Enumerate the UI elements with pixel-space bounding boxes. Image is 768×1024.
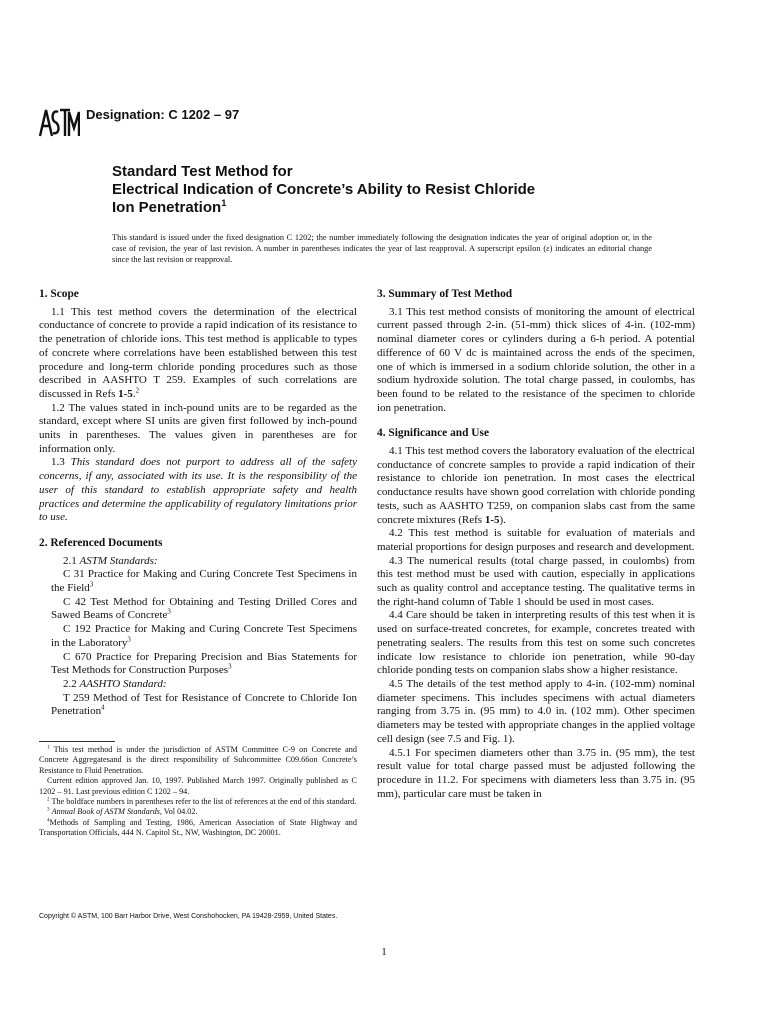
footnote-2: $^2$ The boldface numbers in parentheses refer to the list of references at the end of this standard. <box>47 796 357 807</box>
significance-4-1: 4.1 This test method covers the laboratory evaluation of the electrical conductance of concrete samples to provide a rapid indication of their resistance to chloride ion penetration. In most cases the electrical conductance results have shown good correlation with chloride ponding tests, such as AASHTO T259, on companion slabs cast from the same concrete mixtures (Refs 1-5). <box>377 445 695 526</box>
title-line-3: Ion Penetration$^1$ <box>112 198 227 216</box>
footnote-1b: Current edition approved Jan. 10, 1997. Published March 1997. Originally published as C 1202 – 91. Last previous edition C 1202 – 94. <box>39 776 357 796</box>
footnote-rule <box>39 741 115 742</box>
ref-c192: C 192 Practice for Making and Curing Concrete Test Specimens in the Laboratory$^3$ <box>51 623 357 649</box>
copyright-notice: Copyright © ASTM, 100 Barr Harbor Drive, West Conshohocken, PA 19428-2959, United States. <box>39 913 338 920</box>
scope-1-3: 1.3 This standard does not purport to address all of the safety concerns, if any, associated with its use. It is the responsibility of the user of this standard to establish appropriate safety and health practices and determine the applicability of regulatory limitations prior to use. <box>39 456 358 524</box>
astm-standards-label: 2.1 ASTM Standards: <box>63 554 158 567</box>
left-column <box>39 286 357 719</box>
section-referenced-heading: 2. Referenced Documents <box>39 536 163 549</box>
scope-1-1: 1.1 This test method covers the determination of the electrical conductance of concrete to provide a rapid indication of its resistance to the penetration of chloride ions. This test method is applicable to types of concrete where correlations have been established between this test procedure and long-term chloride ponding procedures such as those described in AASHTO T 259. Examples of such correlations are discussed in Refs 1-5.$^2$ <box>39 305 357 400</box>
scope-1-2: 1.2 The values stated in inch-pound units are to be regarded as the standard, except where SI units are given first followed by inch-pound units in parentheses. The values given in parentheses are for information only. <box>39 401 357 455</box>
footnote-3: $^3$ Annual Book of ASTM Standards, Vol 04.02. <box>47 806 198 817</box>
summary-3-1: 3.1 This test method consists of monitoring the amount of electrical current passed through 2-in. (51-mm) thick slices of 4-in. (102-mm) nominal diameter cores or cylinders during a 6-h period. A potential difference of 60 V dc is maintained across the ends of the specimen, one of which is immersed in a sodium chloride solution, the other in a sodium hydroxide solution. The total charge passed, in coulombs, has been found to be related to the resistance of the specimen to chloride ion penetration. <box>377 305 695 414</box>
astm-logo <box>38 106 80 138</box>
significance-4-2: 4.2 This test method is suitable for evaluation of materials and material proportions for design purposes and research and development. <box>377 527 695 553</box>
document-title <box>112 163 672 217</box>
ref-c42: C 42 Test Method for Obtaining and Testing Drilled Cores and Sawed Beams of Concrete$^3$ <box>51 595 357 622</box>
footnote-1: $^1$ This test method is under the jurisdiction of ASTM Committee C-9 on Concrete and Concrete Aggregatesand is the direct responsibility of Subcommittee C09.66on Concrete’s Resistance to Fluid Penetration. <box>39 744 357 775</box>
section-significance-heading: 4. Significance and Use <box>377 427 490 440</box>
aashto-standard-label: 2.2 AASHTO Standard: <box>63 677 167 690</box>
significance-4-4: 4.4 Care should be taken in interpreting results of this test when it is used on surface-treated concretes, for example, concretes treated with penetrating sealers. The results from this test on some such concretes indicate low resistance to chloride ion penetration, while 90-day chloride ponding tests on companion slabs show a higher resistance. <box>377 609 695 677</box>
ref-t259: T 259 Method of Test for Resistance of Concrete to Chloride Ion Penetration$^4$ <box>51 691 357 718</box>
title-line-2: Electrical Indication of Concrete’s Ability to Resist Chloride <box>112 181 536 198</box>
title-line-1: Standard Test Method for <box>112 163 293 180</box>
right-column <box>377 286 695 801</box>
section-scope-heading: 1. Scope <box>39 288 79 300</box>
significance-4-5-1: 4.5.1 For specimen diameters other than 3.75 in. (95 mm), the test result value for total charge passed must be adjusted following the procedure in 11.2. For specimens with diameters less than 3.75 in. (95 mm), particular care must be taken in <box>377 746 695 800</box>
significance-4-3: 4.3 The numerical results (total charge passed, in coulombs) from this test method must be used with caution, especially in applications such as quality control and acceptance testing. The qualitative terms in the right-hand column of Table 1 should be used in most cases. <box>377 554 695 608</box>
footnote-4: $^4$Methods of Sampling and Testing, 1986, American Association of State Highway and Transportation Officials, 444 N. Capitol St., NW, Washington, DC 20001. <box>39 817 357 838</box>
designation: Designation: C 1202 – 97 <box>86 107 240 122</box>
section-summary-heading: 3. Summary of Test Method <box>377 288 513 300</box>
ref-c31: C 31 Practice for Making and Curing Concrete Test Specimens in the Field$^3$ <box>51 568 357 595</box>
significance-4-5: 4.5 The details of the test method apply to 4-in. (102-mm) nominal diameter specimens. This includes specimens with actual diameters ranging from 3.75 in. (95 mm) to 4.0 in. (102 mm). Other specimen diameters may be tested with appropriate changes in the applied voltage cell design (see 7.5 and Fig. 1). <box>377 677 695 745</box>
ref-c670: C 670 Practice for Preparing Precision and Bias Statements for Test Methods for Construction Purposes$^3$ <box>51 650 357 677</box>
page-number: 1 <box>381 946 387 958</box>
footnotes <box>39 745 357 839</box>
preamble: This standard is issued under the fixed designation C 1202; the number immediately following the designation indicates the year of original adoption or, in the case of revision, the year of last revision. A number in parentheses indicates the year of last reapproval. A superscript epsilon (ε) indicates an editorial change since the last revision or reapproval. <box>112 233 652 265</box>
